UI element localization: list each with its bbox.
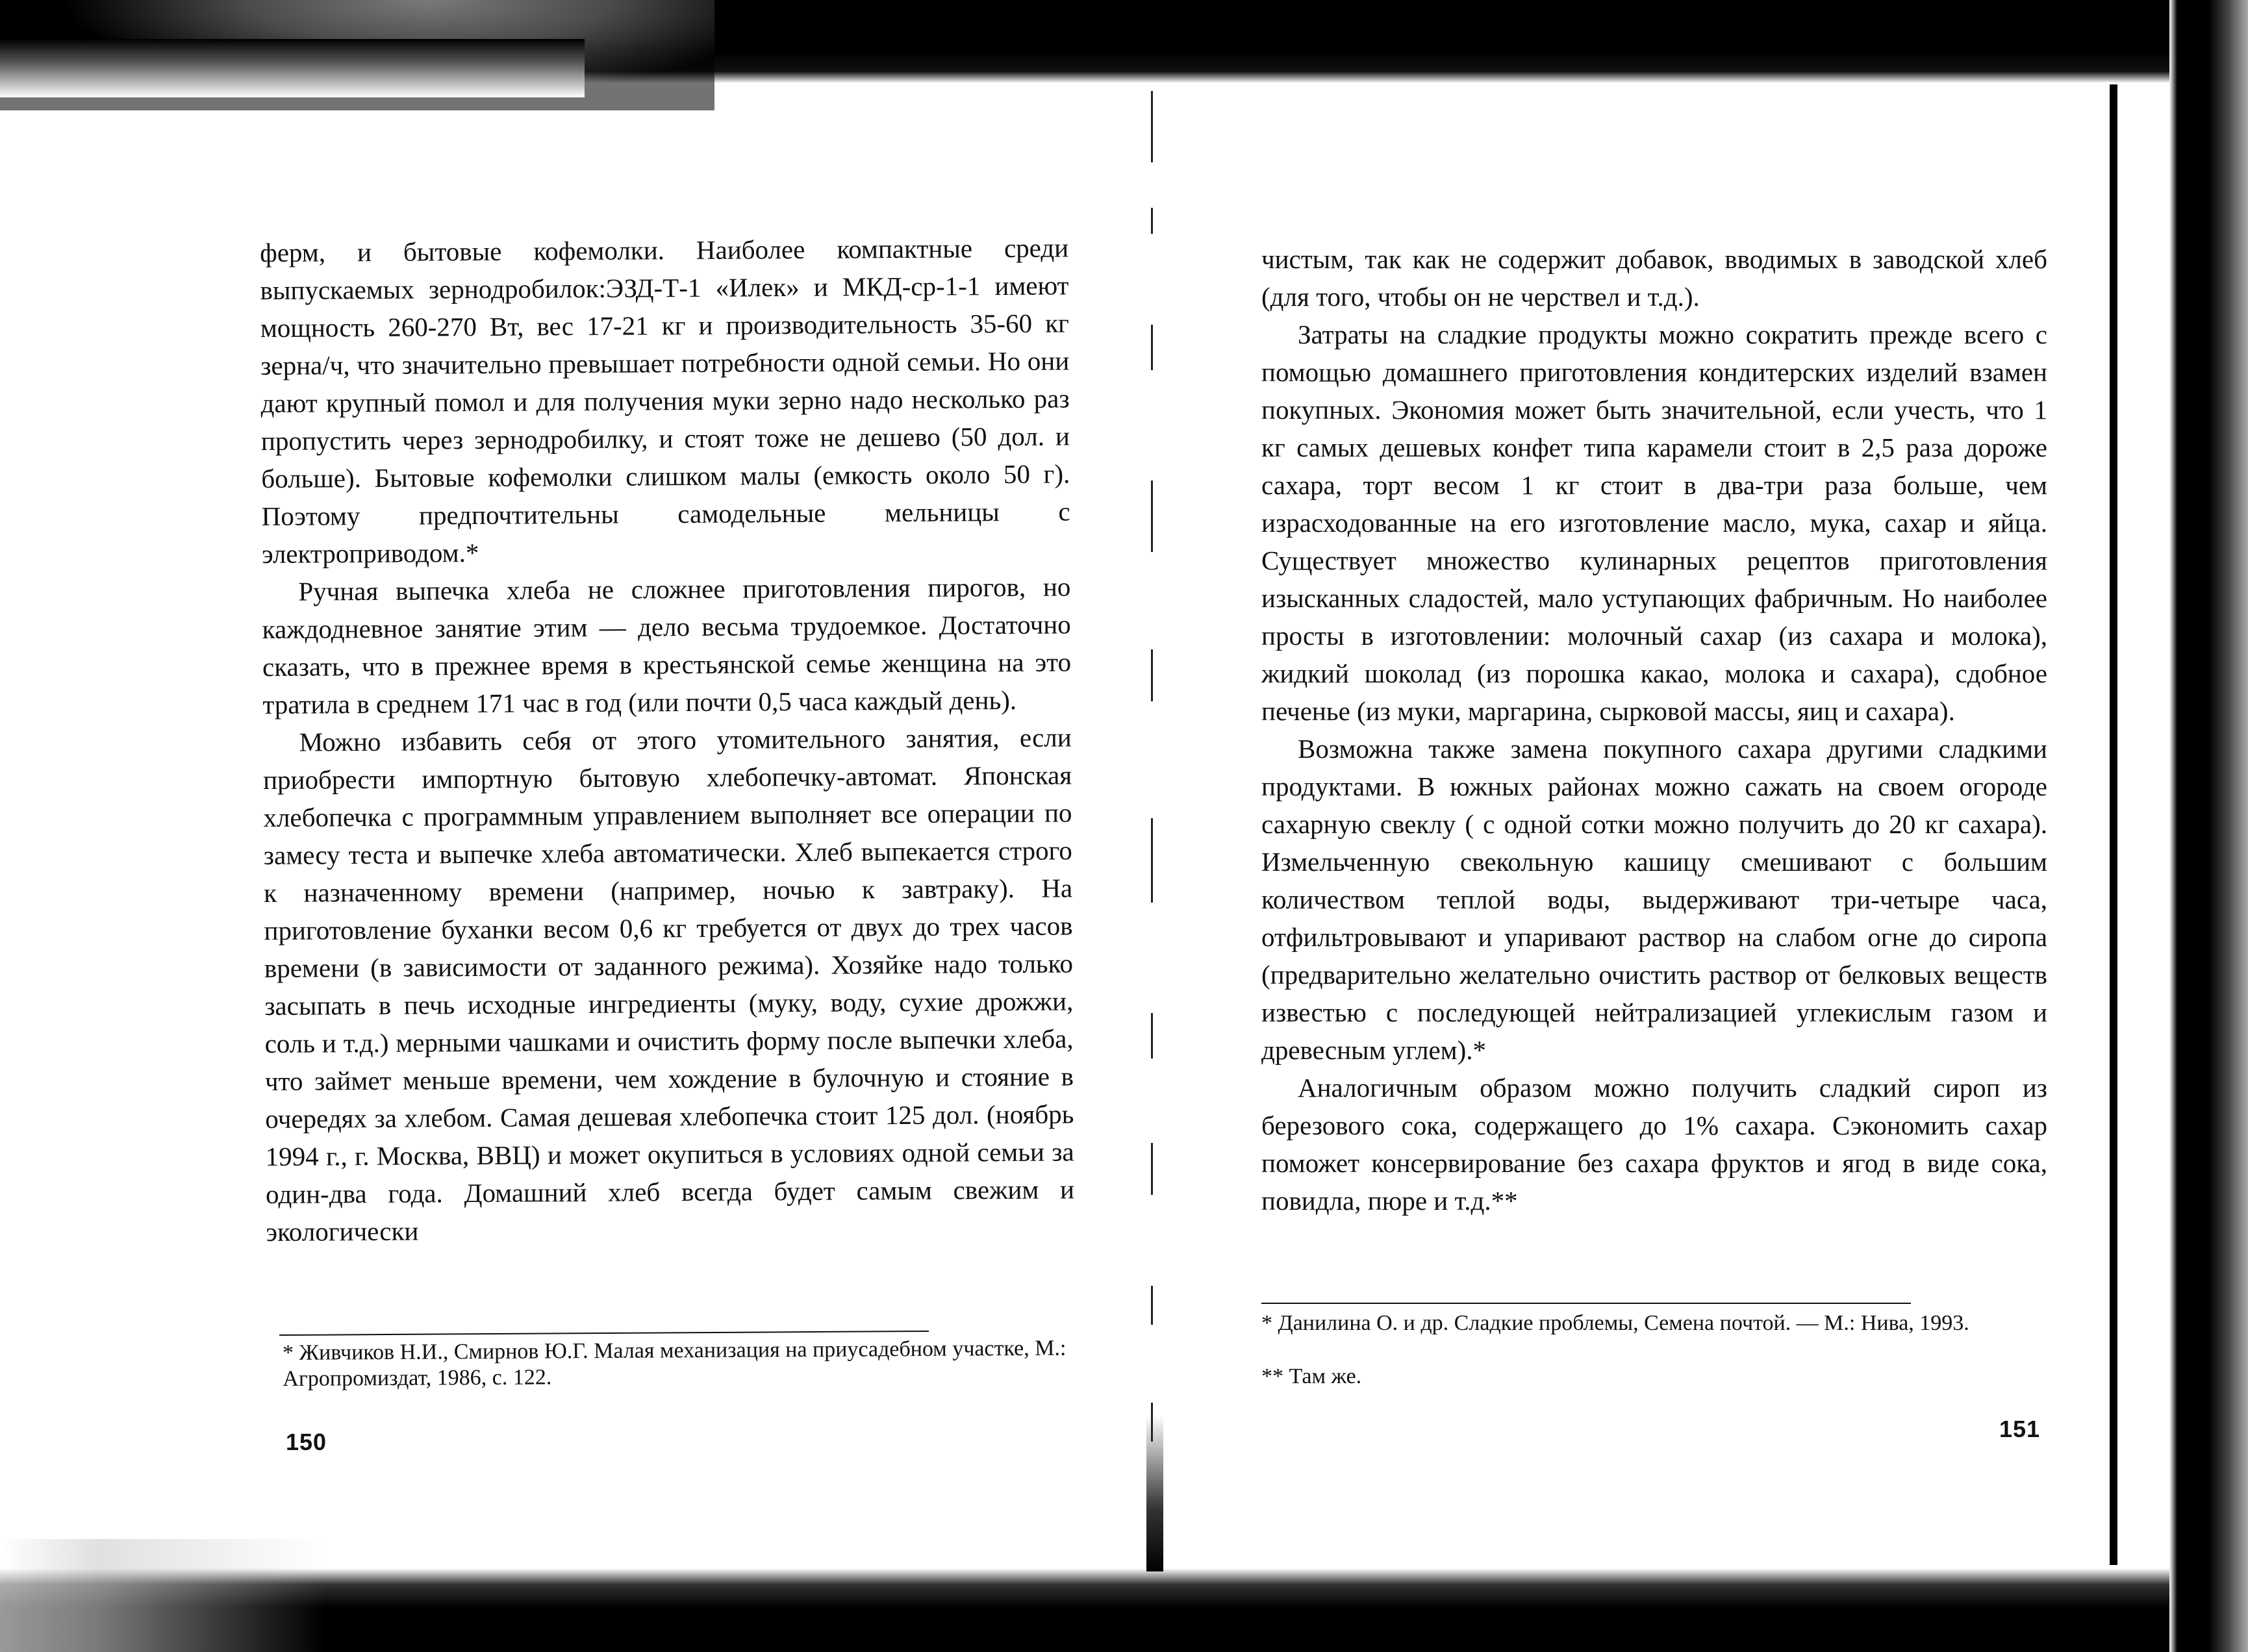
- paragraph: чистым, так как не содержит добавок, вводимых в заводской хлеб (для того, чтобы он не черствел и т.д.).: [1261, 244, 2047, 312]
- footnote: * Данилина О. и др. Сладкие проблемы, Семена почтой. — М.: Нива, 1993.: [1261, 1311, 1969, 1335]
- left-page-body: [260, 229, 1075, 1251]
- right-page: [1163, 0, 2111, 1652]
- gutter-shadow: [1146, 1416, 1163, 1571]
- paragraph: Затраты на сладкие продукты можно сократить прежде всего с помощью домашнего приготовления кондитерских изделий взамен покупных. Экономия может быть значительной, если учесть, что 1 кг самых дешевых конфет типа карамели стоит в 2,5 раза дороже сахара, торт весом 1 кг стоит в два-три раза больше, чем израсходованные на его изготовление масло, мука, сахар и яйца. Существует множество кулинарных рецептов приготовления изысканных сладостей, мало уступающих фабричным. Но наиболее просты в изготовлении: молочный сахар (из сахара и молока), жидкий шоколад (из порошка какао, молока и сахара), сдобное печенье (из муки, маргарина, сырковой массы, яиц и сахара).: [1261, 319, 2047, 726]
- footnote: * Живчиков Н.И., Смирнов Ю.Г. Малая механизация на приусадебном участке, М.: Агропромиздат, 1986, с. 122.: [283, 1336, 1067, 1391]
- footnote-divider: [1261, 1303, 1911, 1304]
- page-number: 150: [286, 1429, 327, 1455]
- paragraph: Возможна также замена покупного сахара другими сладкими продуктами. В южных районах можно сажать на своем огороде сахарную свеклу ( с одной сотки можно получить до 20 кг сахара). Измельченную свекольную кашицу смешивают с большим количеством теплой воды, выдерживают три-четыре часа, отфильтровывают и упаривают раствор на слабом огне до сиропа (предварительно желательно очистить раствор от белковых веществ известью с последующей нейтрализацией углекислым газом и древесным углем).*: [1261, 734, 2047, 1065]
- page-edge-gap: [2117, 84, 2169, 1565]
- book-gutter: [1143, 78, 1163, 1571]
- paragraph: ферм, и бытовые кофемолки. Наиболее компактные среди выпускаемых зернодробилок:ЭЗД-Т-1 «Илек» и МКД-ср-1-1 имеют мощность 260-270 Вт, вес 17-21 кг и производительность 35-60 кг зерна/ч, что значительно превышает потребности одной семьи. Но они дают крупный помол и для получения муки зерно надо несколько раз пропустить через зернодробилку, и стоят тоже не дешево (50 дол. и больше). Бытовые кофемолки слишком малы (емкость около 50 г). Поэтому предпочтительны самодельные мельницы с электроприводом.*: [260, 232, 1070, 569]
- paragraph: Аналогичным образом можно получить сладкий сироп из березового сока, содержащего до 1% сахара. Сэкономить сахар поможет консервирование без сахара фруктов и ягод в виде сока, повидла, пюре и т.д.**: [1261, 1073, 2047, 1216]
- paragraph: Можно избавить себя от этого утомительного занятия, если приобрести импортную бытовую хлебопечку-автомат. Японская хлебопечка с программным управлением выполняет все операции по замесу теста и выпечке хлеба автоматически. Хлеб выпекается строго к назначенному времени (например, ночью к завтраку). На приготовление буханки весом 0,6 кг требуется от двух до трех часов времени (в зависимости от заданного режима). Хозяйке надо только засыпать в печь исходные ингредиенты (муку, воду, сухие дрожжи, соль и т.д.) мерными чашками и очистить форму после выпечки хлеба, что займет меньше времени, чем хождение в булочную и стояние в очередях за хлебом. Самая дешевая хлебопечка стоит 125 дол. (ноябрь 1994 г., г. Москва, ВВЦ) и может окупиться в условиях одной семьи за один-два года. Домашний хлеб всегда будет самым свежим и экологически: [262, 722, 1075, 1247]
- footnote: ** Там же.: [1261, 1364, 1362, 1388]
- page-number: 151: [1999, 1416, 2041, 1442]
- footnote-divider: [279, 1331, 929, 1336]
- right-page-body: [1261, 240, 2047, 1220]
- paragraph: Ручная выпечка хлеба не сложнее приготовления пирогов, но каждодневное занятие этим — дело весьма трудоемкое. Достаточно сказать, что в прежнее время в крестьянской семье женщина на это тратила в среднем 171 час в год (или почти 0,5 часа каждый день).: [262, 571, 1072, 720]
- scan-right-border: [2169, 0, 2248, 1652]
